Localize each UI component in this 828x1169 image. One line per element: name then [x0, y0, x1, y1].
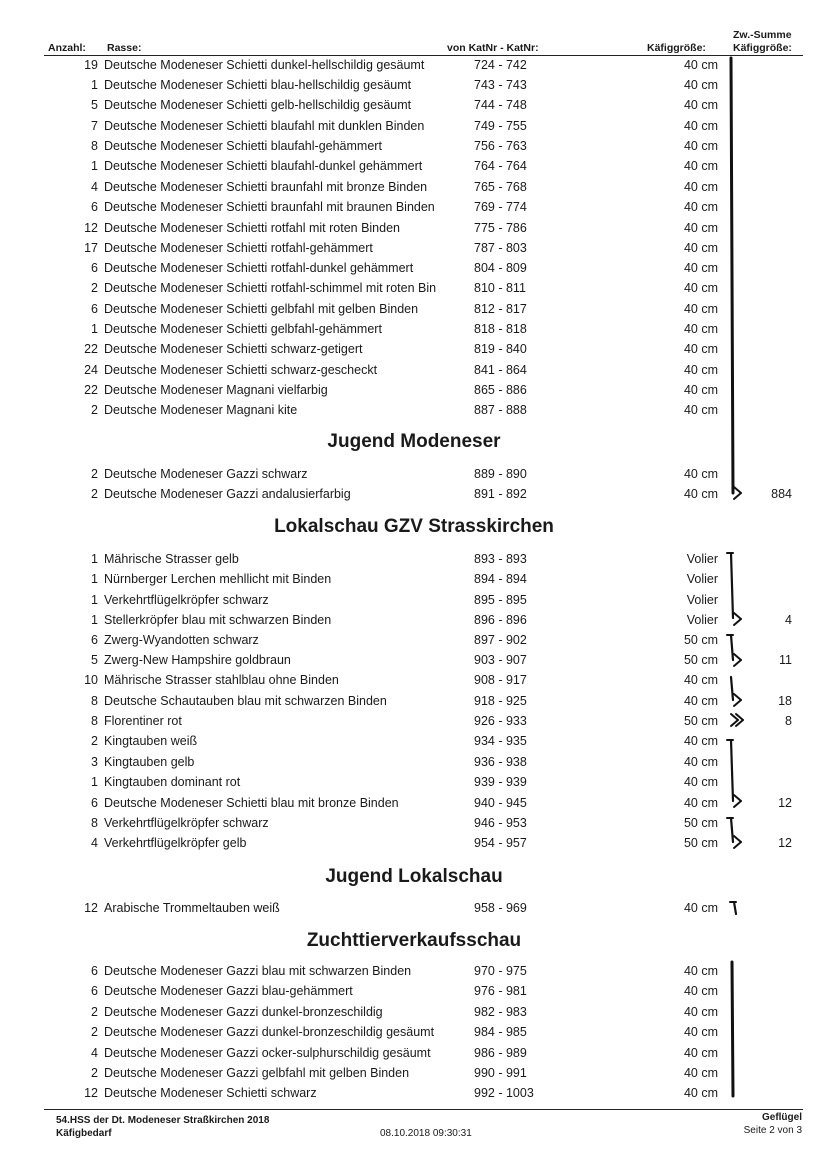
- row-katnr: 787 - 803: [474, 241, 527, 255]
- footer-title: 54.HSS der Dt. Modeneser Straßkirchen 2018: [56, 1115, 270, 1126]
- row-breed: Kingtauben weiß: [104, 734, 198, 748]
- row-cage-size: 40 cm: [683, 755, 718, 769]
- row-subtotal: 18: [778, 694, 792, 708]
- row-count: 2: [91, 403, 98, 417]
- row-cage-size: 40 cm: [683, 796, 718, 810]
- row-count: 1: [91, 593, 98, 607]
- row-katnr: 895 - 895: [474, 593, 527, 607]
- row-katnr: 958 - 969: [474, 901, 527, 915]
- row-breed: Mährische Strasser gelb: [104, 552, 239, 566]
- row-count: 4: [91, 1046, 98, 1060]
- row-subtotal: 12: [778, 836, 792, 850]
- row-count: 3: [91, 755, 98, 769]
- row-cage-size: 40 cm: [683, 180, 718, 194]
- bracket-arrow-mark: [734, 801, 741, 807]
- bracket-arrow-mark: [734, 613, 741, 619]
- row-count: 8: [91, 694, 98, 708]
- row-breed: Deutsche Modeneser Schietti schwarz: [104, 1086, 317, 1100]
- row-count: 8: [91, 714, 98, 728]
- row-subtotal: 4: [785, 613, 792, 627]
- bracket-arrow-mark: [734, 619, 741, 625]
- row-katnr: 804 - 809: [474, 261, 527, 275]
- header-zwsumme-line1: Zw.-Summe: [733, 29, 792, 41]
- row-breed: Stellerkröpfer blau mit schwarzen Binden: [104, 613, 332, 627]
- row-katnr: 812 - 817: [474, 302, 527, 316]
- row-breed: Deutsche Modeneser Schietti braunfahl mit braunen Binden: [104, 200, 435, 214]
- row-katnr: 769 - 774: [474, 200, 527, 214]
- bracket-line: [732, 962, 733, 1096]
- row-katnr: 891 - 892: [474, 487, 527, 501]
- row-breed: Deutsche Modeneser Schietti schwarz-gescheckt: [104, 363, 378, 377]
- row-cage-size: 40 cm: [683, 1086, 718, 1100]
- row-katnr: 897 - 902: [474, 633, 527, 647]
- row-count: 6: [91, 261, 98, 275]
- row-katnr: 986 - 989: [474, 1046, 527, 1060]
- row-cage-size: 40 cm: [683, 58, 718, 72]
- bracket-line: [731, 553, 733, 618]
- row-count: 6: [91, 964, 98, 978]
- row-breed: Deutsche Modeneser Schietti dunkel-hellschildig gesäumt: [104, 58, 425, 72]
- row-katnr: 934 - 935: [474, 734, 527, 748]
- row-breed: Deutsche Modeneser Magnani kite: [104, 403, 298, 417]
- row-breed: Deutsche Modeneser Schietti gelb-hellschildig gesäumt: [104, 98, 412, 112]
- row-katnr: 936 - 938: [474, 755, 527, 769]
- row-cage-size: 40 cm: [683, 984, 718, 998]
- row-katnr: 775 - 786: [474, 221, 527, 235]
- row-cage-size: 40 cm: [683, 775, 718, 789]
- row-katnr: 926 - 933: [474, 714, 527, 728]
- row-cage-size: 40 cm: [683, 673, 718, 687]
- row-breed: Kingtauben gelb: [104, 755, 195, 769]
- row-breed: Deutsche Modeneser Schietti rotfahl-schimmel mit roten Bin: [104, 281, 437, 295]
- row-count: 6: [91, 200, 98, 214]
- row-count: 4: [91, 836, 98, 850]
- row-cage-size: 40 cm: [683, 322, 718, 336]
- bracket-line: [731, 635, 733, 660]
- row-cage-size: 40 cm: [683, 1025, 718, 1039]
- row-breed: Deutsche Modeneser Gazzi ocker-sulphurschildig gesäumt: [104, 1046, 431, 1060]
- row-katnr: 992 - 1003: [474, 1086, 534, 1100]
- row-cage-size: 40 cm: [683, 302, 718, 316]
- row-count: 1: [91, 322, 98, 336]
- bracket-line: [731, 740, 733, 801]
- row-katnr: 990 - 991: [474, 1066, 527, 1080]
- bracket-line: [731, 677, 733, 700]
- row-breed: Verkehrtflügelkröpfer gelb: [104, 836, 247, 850]
- row-breed: Deutsche Modeneser Schietti rotfahl mit roten Binden: [104, 221, 400, 235]
- row-cage-size: 50 cm: [683, 714, 718, 728]
- row-katnr: 946 - 953: [474, 816, 527, 830]
- row-breed: Deutsche Modeneser Schietti schwarz-getigert: [104, 342, 363, 356]
- row-count: 6: [91, 796, 98, 810]
- row-count: 1: [91, 78, 98, 92]
- row-breed: Zwerg-Wyandotten schwarz: [104, 633, 259, 647]
- row-count: 22: [84, 383, 98, 397]
- row-katnr: 756 - 763: [474, 139, 527, 153]
- row-katnr: 887 - 888: [474, 403, 527, 417]
- row-count: 6: [91, 302, 98, 316]
- row-count: 8: [91, 139, 98, 153]
- row-breed: Deutsche Modeneser Schietti rotfahl-gehämmert: [104, 241, 373, 255]
- row-breed: Deutsche Schautauben blau mit schwarzen Binden: [104, 694, 387, 708]
- row-subtotal: 11: [779, 653, 792, 667]
- row-katnr: 940 - 945: [474, 796, 527, 810]
- row-cage-size: 40 cm: [683, 139, 718, 153]
- row-breed: Deutsche Modeneser Schietti blau-hellschildig gesäumt: [104, 78, 412, 92]
- row-cage-size: 40 cm: [683, 363, 718, 377]
- row-count: 12: [84, 221, 98, 235]
- row-breed: Verkehrtflügelkröpfer schwarz: [104, 593, 269, 607]
- row-breed: Deutsche Modeneser Gazzi dunkel-bronzeschildig: [104, 1005, 383, 1019]
- row-count: 2: [91, 1005, 98, 1019]
- bracket-line: [734, 902, 736, 914]
- row-cage-size: 40 cm: [683, 1046, 718, 1060]
- row-count: 17: [84, 241, 98, 255]
- bracket-arrow-mark: [734, 493, 741, 499]
- row-katnr: 765 - 768: [474, 180, 527, 194]
- row-cage-size: 40 cm: [683, 467, 718, 481]
- row-cage-size: Volier: [686, 613, 718, 627]
- row-count: 2: [91, 281, 98, 295]
- row-cage-size: 40 cm: [683, 78, 718, 92]
- header-zwsumme-line2: Käfiggröße:: [733, 42, 792, 54]
- row-katnr: 939 - 939: [474, 775, 527, 789]
- row-cage-size: 40 cm: [683, 241, 718, 255]
- row-katnr: 903 - 907: [474, 653, 527, 667]
- row-breed: Florentiner rot: [104, 714, 182, 728]
- row-breed: Zwerg-New Hampshire goldbraun: [104, 653, 291, 667]
- row-katnr: 954 - 957: [474, 836, 527, 850]
- row-cage-size: 40 cm: [683, 221, 718, 235]
- row-katnr: 894 - 894: [474, 572, 527, 586]
- row-breed: Deutsche Modeneser Gazzi andalusierfarbig: [104, 487, 351, 501]
- row-subtotal: 8: [785, 714, 792, 728]
- row-count: 2: [91, 467, 98, 481]
- row-count: 8: [91, 816, 98, 830]
- row-count: 6: [91, 984, 98, 998]
- row-breed: Deutsche Modeneser Schietti rotfahl-dunkel gehämmert: [104, 261, 414, 275]
- row-count: 4: [91, 180, 98, 194]
- bracket-arrow-mark: [734, 795, 741, 801]
- row-count: 5: [91, 98, 98, 112]
- row-katnr: 984 - 985: [474, 1025, 527, 1039]
- row-cage-size: 40 cm: [683, 487, 718, 501]
- section-title: Jugend Lokalschau: [325, 866, 503, 887]
- bracket-arrow-mark: [734, 836, 741, 842]
- row-cage-size: 40 cm: [683, 98, 718, 112]
- row-katnr: 818 - 818: [474, 322, 527, 336]
- header-kaefiggroesse: Käfiggröße:: [647, 42, 706, 54]
- row-breed: Deutsche Modeneser Schietti braunfahl mit bronze Binden: [104, 180, 428, 194]
- footer-datetime: 08.10.2018 09:30:31: [380, 1128, 472, 1139]
- row-katnr: 982 - 983: [474, 1005, 527, 1019]
- footer-divider: [44, 1109, 803, 1110]
- row-breed: Deutsche Modeneser Gazzi schwarz: [104, 467, 308, 481]
- row-katnr: 896 - 896: [474, 613, 527, 627]
- row-cage-size: 50 cm: [683, 653, 718, 667]
- row-cage-size: 40 cm: [683, 281, 718, 295]
- bracket-arrow-mark: [734, 694, 741, 700]
- row-breed: Deutsche Modeneser Schietti blau mit bronze Binden: [104, 796, 399, 810]
- row-breed: Arabische Trommeltauben weiß: [104, 901, 280, 915]
- row-katnr: 976 - 981: [474, 984, 527, 998]
- row-katnr: 908 - 917: [474, 673, 527, 687]
- row-breed: Mährische Strasser stahlblau ohne Binden: [104, 673, 339, 687]
- row-breed: Deutsche Modeneser Schietti gelbfahl-gehämmert: [104, 322, 382, 336]
- row-count: 2: [91, 1025, 98, 1039]
- row-cage-size: Volier: [686, 593, 718, 607]
- row-breed: Deutsche Modeneser Schietti gelbfahl mit gelben Binden: [104, 302, 419, 316]
- bracket-line: [731, 58, 733, 493]
- bracket-arrow-mark: [734, 654, 741, 660]
- row-cage-size: 40 cm: [683, 901, 718, 915]
- bracket-arrow-mark: [734, 660, 741, 666]
- row-cage-size: 40 cm: [683, 403, 718, 417]
- row-cage-size: 40 cm: [683, 261, 718, 275]
- row-katnr: 893 - 893: [474, 552, 527, 566]
- row-breed: Deutsche Modeneser Schietti blaufahl-gehämmert: [104, 139, 382, 153]
- row-cage-size: 40 cm: [683, 159, 718, 173]
- bracket-line: [731, 818, 733, 842]
- row-katnr: 918 - 925: [474, 694, 527, 708]
- row-subtotal: 884: [771, 487, 792, 501]
- row-count: 1: [91, 159, 98, 173]
- row-katnr: 724 - 742: [474, 58, 527, 72]
- row-count: 1: [91, 775, 98, 789]
- row-cage-size: 40 cm: [683, 964, 718, 978]
- row-breed: Deutsche Modeneser Gazzi dunkel-bronzeschildig gesäumt: [104, 1025, 435, 1039]
- row-count: 6: [91, 633, 98, 647]
- row-katnr: 810 - 811: [474, 281, 526, 295]
- row-count: 5: [91, 653, 98, 667]
- row-breed: Verkehrtflügelkröpfer schwarz: [104, 816, 269, 830]
- footer-page: Seite 2 von 3: [743, 1125, 802, 1136]
- section-title: Zuchttierverkaufsschau: [306, 930, 522, 951]
- row-count: 2: [91, 1066, 98, 1080]
- bracket-arrow-mark: [734, 487, 741, 493]
- bracket-arrow-mark: [734, 700, 741, 706]
- row-cage-size: 40 cm: [683, 119, 718, 133]
- row-count: 24: [84, 363, 98, 377]
- row-count: 7: [91, 119, 98, 133]
- row-katnr: 865 - 886: [474, 383, 527, 397]
- row-cage-size: 40 cm: [683, 1066, 718, 1080]
- row-cage-size: 50 cm: [683, 816, 718, 830]
- row-count: 1: [91, 613, 98, 627]
- row-cage-size: 40 cm: [683, 383, 718, 397]
- header-anzahl: Anzahl:: [48, 42, 86, 54]
- row-cage-size: 40 cm: [683, 734, 718, 748]
- row-cage-size: 40 cm: [683, 1005, 718, 1019]
- row-cage-size: 40 cm: [683, 200, 718, 214]
- row-count: 2: [91, 734, 98, 748]
- header-katnr: von KatNr - KatNr:: [447, 42, 539, 54]
- row-breed: Deutsche Modeneser Gazzi blau mit schwarzen Binden: [104, 964, 412, 978]
- row-count: 2: [91, 487, 98, 501]
- row-katnr: 970 - 975: [474, 964, 527, 978]
- row-breed: Nürnberger Lerchen mehllicht mit Binden: [104, 572, 332, 586]
- row-breed: Deutsche Modeneser Magnani vielfarbig: [104, 383, 328, 397]
- row-katnr: 841 - 864: [474, 363, 527, 377]
- row-breed: Deutsche Modeneser Gazzi gelbfahl mit gelben Binden: [104, 1066, 410, 1080]
- footer-subtitle: Käfigbedarf: [56, 1128, 112, 1139]
- row-katnr: 889 - 890: [474, 467, 527, 481]
- row-count: 12: [84, 1086, 98, 1100]
- section-title: Jugend Modeneser: [327, 431, 501, 452]
- row-breed: Deutsche Modeneser Schietti blaufahl-dunkel gehämmert: [104, 159, 423, 173]
- row-count: 1: [91, 552, 98, 566]
- row-cage-size: Volier: [686, 572, 718, 586]
- row-count: 22: [84, 342, 98, 356]
- row-breed: Deutsche Modeneser Schietti blaufahl mit dunklen Binden: [104, 119, 425, 133]
- bracket-arrow-mark: [734, 842, 741, 848]
- row-katnr: 744 - 748: [474, 98, 527, 112]
- section-title: Lokalschau GZV Strasskirchen: [274, 516, 554, 537]
- row-count: 10: [84, 673, 98, 687]
- row-katnr: 743 - 743: [474, 78, 527, 92]
- row-count: 1: [91, 572, 98, 586]
- row-cage-size: 40 cm: [683, 694, 718, 708]
- row-katnr: 764 - 764: [474, 159, 527, 173]
- row-count: 12: [84, 901, 98, 915]
- row-cage-size: Volier: [686, 552, 718, 566]
- row-breed: Kingtauben dominant rot: [104, 775, 241, 789]
- row-katnr: 749 - 755: [474, 119, 527, 133]
- row-breed: Deutsche Modeneser Gazzi blau-gehämmert: [104, 984, 353, 998]
- header-rasse: Rasse:: [107, 42, 142, 54]
- row-katnr: 819 - 840: [474, 342, 527, 356]
- row-subtotal: 12: [778, 796, 792, 810]
- row-cage-size: 50 cm: [683, 836, 718, 850]
- row-cage-size: 40 cm: [683, 342, 718, 356]
- row-count: 19: [84, 58, 98, 72]
- footer-category: Geflügel: [761, 1112, 802, 1123]
- row-cage-size: 50 cm: [683, 633, 718, 647]
